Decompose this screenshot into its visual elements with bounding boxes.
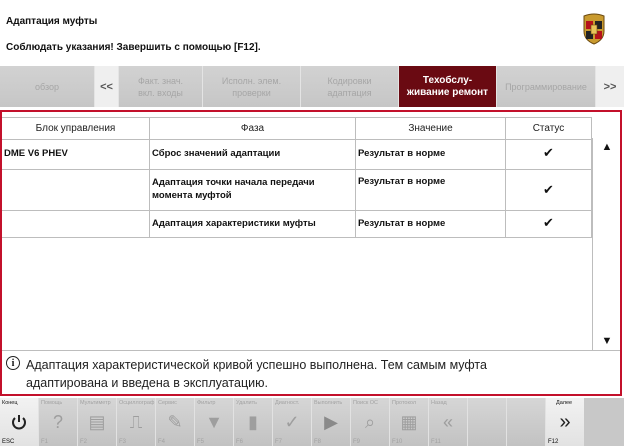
tab-actuator-tests[interactable]: Исполн. элем. проверки bbox=[203, 66, 301, 107]
scroll-down-button[interactable]: ▼ bbox=[601, 335, 613, 347]
cell-phase: Адаптация точки начала передачи момента муфтой bbox=[150, 170, 356, 210]
multimeter-button[interactable]: Мультиметр ▤ F2 bbox=[78, 398, 117, 446]
search-icon: ⌕ bbox=[364, 412, 376, 432]
execute-button[interactable]: Выполнить ▶ F8 bbox=[312, 398, 351, 446]
cell-control-unit bbox=[2, 170, 150, 210]
check-icon: ✔ bbox=[506, 170, 592, 210]
info-message: Адаптация характеристической кривой успешно выполнена. Тем самым муфта адаптирована и введена в эксплуатацию. bbox=[26, 358, 487, 390]
results-table bbox=[2, 112, 592, 350]
col-header-value: Значение bbox=[356, 118, 506, 139]
help-icon: ? bbox=[52, 412, 63, 432]
tab-actual-values[interactable]: Факт. знач. вкл. входы bbox=[119, 66, 203, 107]
porsche-crest-logo bbox=[582, 13, 606, 45]
check-icon: ✔ bbox=[506, 211, 592, 237]
oscilloscope-icon: ⎍ bbox=[129, 412, 143, 432]
cell-value: Результат в норме bbox=[356, 170, 506, 210]
col-header-status: Статус bbox=[506, 118, 592, 139]
table-row[interactable] bbox=[2, 170, 592, 211]
power-icon bbox=[10, 413, 28, 431]
protocol-button[interactable]: Протокол ▦ F10 bbox=[390, 398, 429, 446]
cell-control-unit: DME V6 PHEV bbox=[2, 139, 150, 169]
cell-control-unit bbox=[2, 211, 150, 237]
document-icon: ▦ bbox=[400, 412, 418, 432]
tab-scroll-left-button[interactable]: << bbox=[95, 66, 119, 107]
diagnostic-button[interactable]: Диагност. ✓ F7 bbox=[273, 398, 312, 446]
tab-programming[interactable]: Программирование bbox=[497, 66, 596, 107]
main-panel bbox=[0, 110, 622, 396]
info-icon: i bbox=[6, 356, 20, 370]
header-instruction: Соблюдать указания! Завершить с помощью [F12]. bbox=[6, 42, 261, 53]
play-icon: ▶ bbox=[324, 412, 338, 432]
tab-maintenance-repair[interactable]: Техобслу- живание ремонт bbox=[399, 66, 497, 107]
tab-scroll-right-button[interactable]: >> bbox=[596, 66, 624, 107]
end-button[interactable]: Конец ESC bbox=[0, 398, 39, 446]
back-button[interactable]: Назад « F11 bbox=[429, 398, 468, 446]
tab-coding-adaptation[interactable]: Кодировки адаптация bbox=[301, 66, 399, 107]
table-row[interactable] bbox=[2, 139, 592, 170]
table-header bbox=[2, 117, 592, 140]
cell-phase: Сброс значений адаптации bbox=[150, 139, 356, 169]
filter-icon: ▼ bbox=[205, 412, 223, 432]
multimeter-icon: ▤ bbox=[88, 412, 106, 432]
toolbar-spacer bbox=[507, 398, 546, 446]
service-button[interactable]: Сервис ✎ F4 bbox=[156, 398, 195, 446]
check-icon: ✔ bbox=[506, 139, 592, 169]
toolbar-spacer bbox=[468, 398, 507, 446]
info-message-panel bbox=[2, 350, 620, 395]
help-button[interactable]: Помощь ? F1 bbox=[39, 398, 78, 446]
oscilloscope-button[interactable]: Осциллограф ⎍ F3 bbox=[119, 400, 155, 445]
scroll-up-button[interactable]: ▲ bbox=[601, 141, 613, 153]
tab-overview[interactable]: обзор bbox=[0, 66, 95, 107]
filter-button[interactable]: Фильтр ▼ F5 bbox=[195, 398, 234, 446]
cell-phase: Адаптация характеристики муфты bbox=[150, 211, 356, 237]
col-header-control-unit: Блок управления bbox=[2, 118, 150, 139]
diagnostic-icon: ✓ bbox=[284, 412, 300, 432]
next-button[interactable]: Далее » F12 bbox=[546, 398, 584, 446]
edit-icon: ✎ bbox=[167, 412, 183, 432]
forward-icon: » bbox=[559, 411, 571, 433]
table-row[interactable] bbox=[2, 211, 592, 238]
cell-value: Результат в норме bbox=[356, 139, 506, 169]
back-icon: « bbox=[442, 412, 453, 432]
function-key-toolbar bbox=[0, 398, 624, 446]
tab-bar bbox=[0, 66, 624, 107]
search-button[interactable]: Поиск ОС ⌕ F9 bbox=[351, 398, 390, 446]
table-scrollbar[interactable] bbox=[592, 138, 621, 350]
cell-value: Результат в норме bbox=[356, 211, 506, 237]
col-header-phase: Фаза bbox=[150, 118, 356, 139]
delete-button[interactable]: Удалить ▮ F6 bbox=[234, 398, 273, 446]
delete-icon: ▮ bbox=[248, 412, 258, 432]
header-title: Адаптация муфты bbox=[6, 16, 98, 27]
